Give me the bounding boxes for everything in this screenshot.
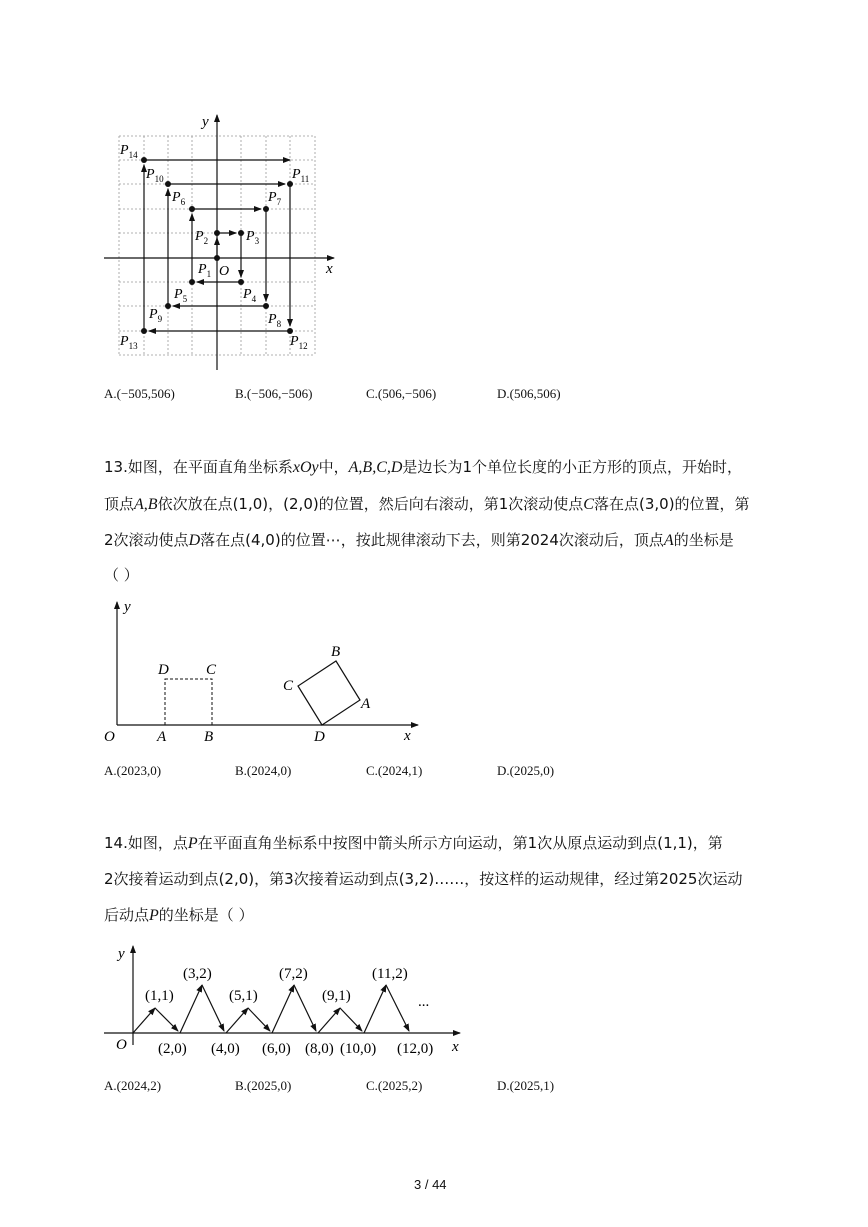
label-p12: $P_{12}$ [290,334,308,351]
option-letter: A. [104,386,117,401]
q14-line-1: 14.如图，点P在平面直角坐标系中按图中箭头所示方向运动，第1次从原点运动到点(1,1)，第 [104,834,723,852]
q13-line-4: （ ） [104,566,139,584]
q13-option-b[interactable] [235,763,291,779]
axis-x-label: x [404,728,411,744]
option-letter: D. [497,763,510,778]
label-b: B [204,729,214,745]
label-p3: $P_3$ [246,229,260,246]
axis-y-label: y [124,599,131,615]
rolled-square [298,661,360,725]
page-number: 3 / 44 [414,1177,447,1192]
option-letter: B. [235,1078,247,1093]
option-letter: C. [366,386,378,401]
label-c-left: C [283,678,294,694]
option-value: (506,−506) [377,386,437,401]
axis-y-label: y [202,114,209,130]
label-p8: $P_8$ [268,312,282,329]
q14-option-a[interactable] [104,1078,161,1094]
option-value: (2024,2) [116,1078,162,1093]
top-label: (9,1) [322,988,351,1004]
option-value: (−506,−506) [246,386,313,401]
label-p11: $P_{11}$ [292,167,310,184]
label-p7: $P_7$ [268,190,282,207]
origin-label: O [116,1037,127,1053]
origin-label: O [104,729,115,745]
top-label: (5,1) [229,988,258,1004]
spiral-figure [100,105,350,375]
option-value: (−505,506) [116,386,175,401]
q13-line-2: 顶点A,B依次放在点(1,0)，(2,0)的位置，然后向右滚动，第1次滚动使点C落在点(3,0)的位置，第 [104,495,750,513]
option-value: (2023,0) [116,763,162,778]
q14-line-2: 2次接着运动到点(2,0)，第3次接着运动到点(3,2)……，按这样的运动规律，经过第2025次运动 [104,870,743,888]
q14-option-b[interactable] [235,1078,291,1094]
option-letter: A. [104,1078,117,1093]
bottom-label: (12,0) [397,1041,434,1057]
option-value: (2025,0) [246,1078,292,1093]
option-letter: B. [235,763,247,778]
label-a: A [157,729,167,745]
option-value: (2025,1) [509,1078,555,1093]
zigzag-figure [100,940,465,1065]
label-p5: $P_5$ [174,287,188,304]
label-d-bottom: D [314,729,325,745]
q14-option-d[interactable] [497,1078,554,1094]
label-c-top: C [206,662,217,678]
label-a-right: A [361,696,371,712]
option-value: (2025,0) [509,763,555,778]
axis-x-label: x [452,1039,459,1055]
q14-line-3: 后动点P的坐标是（ ） [104,906,254,924]
top-label: (3,2) [183,966,212,982]
label-p14: $P_{14}$ [120,143,138,160]
label-p1: $P_1$ [198,262,212,279]
rolling-square-figure [100,595,430,745]
q13-line-3: 2次滚动使点D落在点(4,0)的位置⋯，按此规律滚动下去，则第2024次滚动后，顶点A的坐标是 [104,531,734,549]
option-letter: D. [497,386,510,401]
bottom-label: (8,0) [305,1041,334,1057]
q12-option-a[interactable] [104,386,175,402]
option-value: (2025,2) [377,1078,423,1093]
q13-line-1: 13.如图，在平面直角坐标系xOy中，A,B,C,D是边长为1个单位长度的小正方形的顶点，开始时， [104,458,742,476]
dashed-square [165,679,212,725]
option-letter: C. [366,1078,378,1093]
option-value: (506,506) [509,386,561,401]
axis-y-label: y [118,946,125,962]
label-d-top: D [158,662,169,678]
label-b-top: B [331,644,341,660]
option-letter: A. [104,763,117,778]
bottom-label: (2,0) [158,1041,187,1057]
label-p4: $P_4$ [243,287,257,304]
q13-option-c[interactable] [366,763,422,779]
top-label: (7,2) [279,966,308,982]
label-p2: $P_2$ [195,229,209,246]
label-p10: $P_{10}$ [146,167,164,184]
bottom-label: (6,0) [262,1041,291,1057]
bottom-label: (10,0) [340,1041,377,1057]
option-letter: D. [497,1078,510,1093]
option-letter: B. [235,386,247,401]
label-p9: $P_9$ [149,307,163,324]
option-letter: C. [366,763,378,778]
q13-option-d[interactable] [497,763,554,779]
label-p6: $P_6$ [172,190,186,207]
q12-option-d[interactable] [497,386,561,402]
top-label: (11,2) [372,966,408,982]
q14-option-c[interactable] [366,1078,422,1094]
zigzag-path [133,985,409,1033]
q12-option-b[interactable] [235,386,313,402]
top-label: (1,1) [145,988,174,1004]
q12-option-c[interactable] [366,386,436,402]
option-value: (2024,0) [246,763,292,778]
q13-option-a[interactable] [104,763,161,779]
axis-x-label: x [326,261,333,277]
label-p13: $P_{13}$ [120,334,138,351]
bottom-label: (4,0) [211,1041,240,1057]
ellipsis: ... [418,994,430,1010]
option-value: (2024,1) [377,763,423,778]
origin-label: O [219,264,230,279]
